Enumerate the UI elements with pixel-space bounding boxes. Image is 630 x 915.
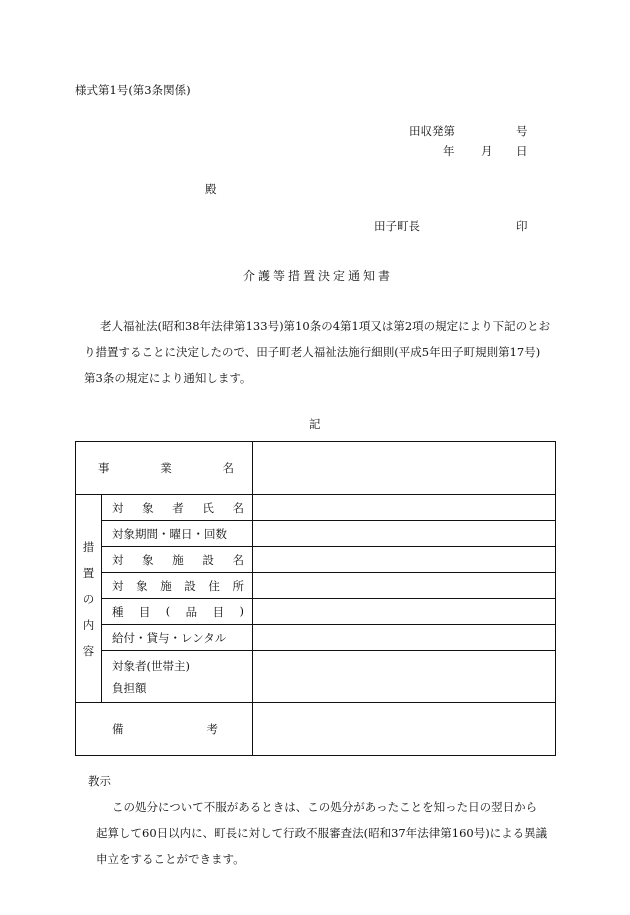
target-facility-address-label: 対 象 施 設 住 所: [102, 573, 253, 599]
target-facility-address-value: [253, 573, 556, 599]
remarks-row: [76, 703, 556, 756]
issuer-seal: 印: [516, 219, 528, 233]
issuer-name: 田子町長: [374, 219, 420, 233]
item-row-3: [76, 547, 556, 573]
target-facility-name-label: 対 象 施 設 名: [102, 547, 253, 573]
remarks-value: [253, 703, 556, 756]
business-name-label: 事 業 名: [76, 442, 253, 495]
notice-line-2: 起算して60日以内に、町長に対して行政不服審査法(昭和37年法律第160号)による異議: [96, 826, 548, 840]
benefit-rental-value: [253, 625, 556, 651]
measure-content-header: 措 置 の 内 容: [76, 495, 102, 703]
item-row-5: [76, 599, 556, 625]
business-name-value: [253, 442, 556, 495]
item-row-6: [76, 625, 556, 651]
form-label: 様式第1号(第3条関係): [75, 83, 191, 97]
body-line-3: 第3条の規定により通知します。: [84, 371, 252, 385]
item-row-4: [76, 573, 556, 599]
body-paragraph: [84, 313, 554, 391]
burden-amount-label: 対象者(世帯主) 負担額: [102, 651, 253, 703]
date-year: 年: [443, 144, 455, 158]
addressee-suffix: 殿: [205, 182, 217, 196]
remarks-label: 備 考: [76, 703, 253, 756]
target-period-value: [253, 521, 556, 547]
ki-label: 記: [309, 417, 321, 431]
notice-paragraph: [96, 794, 566, 872]
doc-number-prefix: 田収発第: [409, 124, 455, 138]
body-line-2: り措置することに決定したので、田子町老人福祉法施行細則(平成5年田子町規則第17号): [84, 345, 541, 359]
business-name-row: [76, 442, 556, 495]
item-type-value: [253, 599, 556, 625]
body-line-1: 老人福祉法(昭和38年法律第133号)第10条の4第1項又は第2項の規定により下記のとお: [100, 319, 551, 333]
date-month: 月: [481, 144, 493, 158]
item-row-2: [76, 521, 556, 547]
document-title: 介護等措置決定通知書: [243, 269, 394, 283]
benefit-rental-label: 給付・貸与・レンタル: [102, 625, 253, 651]
target-period-label: 対象期間・曜日・回数: [102, 521, 253, 547]
target-person-name-label: 対 象 者 氏 名: [102, 495, 253, 521]
notice-heading: 教示: [88, 774, 111, 788]
notice-line-3: 申立をすることができます。: [96, 852, 245, 866]
burden-amount-value: [253, 651, 556, 703]
date-day: 日: [516, 144, 528, 158]
notice-line-1: この処分について不服があるときは、この処分があったことを知った日の翌日から: [112, 800, 538, 814]
item-type-label: 種 目 ( 品 目 ): [102, 599, 253, 625]
item-row-1: [76, 495, 556, 521]
burden-row: [76, 651, 556, 703]
measure-table: [75, 441, 556, 756]
target-person-name-value: [253, 495, 556, 521]
target-facility-name-value: [253, 547, 556, 573]
doc-number-suffix: 号: [516, 124, 528, 138]
